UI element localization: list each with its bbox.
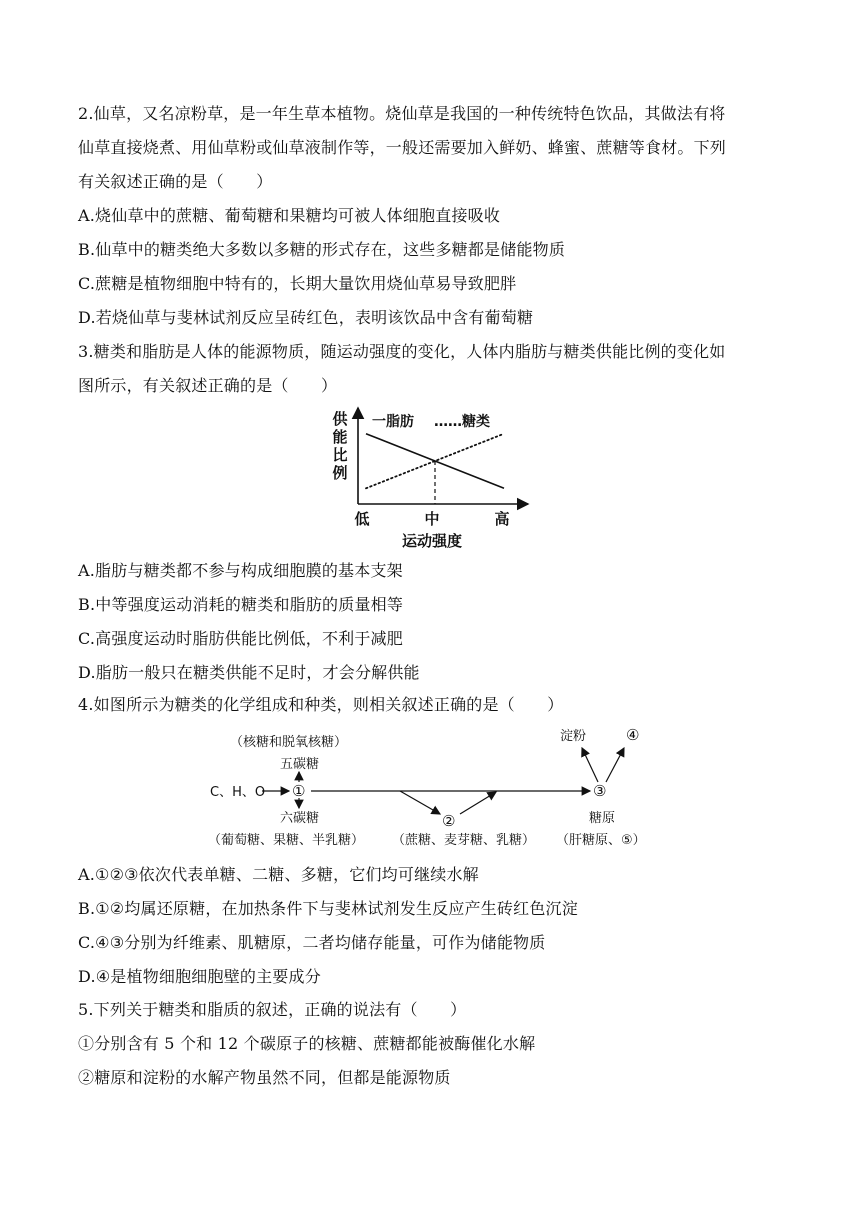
legend-fat: 一脂肪	[372, 414, 414, 430]
y-axis-label	[332, 410, 348, 482]
x-tick-mid: 中	[424, 510, 440, 528]
disaccharide-examples: （蔗糖、麦芽糖、乳糖）	[392, 833, 536, 848]
q3-option-d: D.脂肪一般只在糖类供能不足时，才会分解供能	[78, 663, 420, 682]
svg-text:比: 比	[332, 446, 348, 464]
q2-option-a: A.烧仙草中的蔗糖、葡萄糖和果糖均可被人体细胞直接吸收	[78, 206, 501, 225]
q5-item-2: ②糖原和淀粉的水解产物虽然不同，但都是能源物质	[78, 1068, 451, 1087]
energy-ratio-chart	[332, 404, 532, 550]
node-2: ②	[442, 812, 456, 830]
node-1: ①	[292, 782, 306, 800]
q4-stem-line-1: 4.如图所示为糖类的化学组成和种类，则相关叙述正确的是（ ）	[78, 695, 564, 714]
q2-option-b: B.仙草中的糖类绝大多数以多糖的形式存在，这些多糖都是储能物质	[78, 240, 566, 259]
svg-text:供: 供	[332, 410, 348, 428]
carbohydrate-diagram	[200, 726, 660, 854]
glycogen-label: 糖原	[589, 811, 616, 826]
q2-option-d: D.若烧仙草与斐林试剂反应呈砖红色，表明该饮品中含有葡萄糖	[78, 308, 534, 327]
svg-text:能: 能	[332, 428, 348, 446]
arrow-3-to-4	[606, 748, 624, 782]
q5-item-1: ①分别含有 5 个和 12 个碳原子的核糖、蔗糖都能被酶催化水解	[78, 1034, 536, 1053]
x-tick-low: 低	[354, 510, 370, 528]
x-tick-high: 高	[494, 510, 510, 528]
q3-stem-line-2: 图所示，有关叙述正确的是（ ）	[78, 376, 338, 395]
q3-stem-line-1: 3.糖类和脂肪是人体的能源物质，随运动强度的变化，人体内脂肪与糖类供能比例的变化如	[78, 342, 726, 361]
legend-sugar: ……糖类	[434, 414, 490, 430]
q2-stem-line-1: 2.仙草，又名凉粉草，是一年生草本植物。烧仙草是我国的一种传统特色饮品，其做法有将	[78, 104, 726, 123]
arrow-to-2-down	[400, 791, 440, 814]
q4-option-b: B.①②均属还原糖，在加热条件下与斐林试剂发生反应产生砖红色沉淀	[78, 899, 578, 918]
arrow-3-to-starch	[582, 748, 598, 782]
x-axis-label: 运动强度	[401, 532, 463, 550]
q3-option-a: A.脂肪与糖类都不参与构成细胞膜的基本支架	[78, 561, 403, 580]
arrow-2-up	[460, 792, 496, 814]
svg-text:例: 例	[332, 464, 348, 482]
pentose-label: 五碳糖	[280, 757, 320, 772]
elements-label: C、H、O	[210, 785, 266, 800]
node-4: ④	[626, 726, 640, 744]
q4-option-c: C.④③分别为纤维素、肌糖原，二者均储存能量，可作为储能物质	[78, 933, 546, 952]
glycogen-examples: （肝糖原、⑤）	[556, 833, 646, 848]
q2-option-c: C.蔗糖是植物细胞中特有的，长期大量饮用烧仙草易导致肥胖	[78, 274, 517, 293]
q2-stem-line-2: 仙草直接烧煮、用仙草粉或仙草液制作等，一般还需要加入鲜奶、蜂蜜、蔗糖等食材。下列	[78, 138, 727, 157]
pentose-examples: （核糖和脱氧核糖）	[230, 735, 348, 750]
starch-label: 淀粉	[560, 729, 587, 744]
q3-option-c: C.高强度运动时脂肪供能比例低，不利于减肥	[78, 629, 403, 648]
q4-option-d: D.④是植物细胞细胞壁的主要成分	[78, 967, 321, 986]
q5-stem-line-1: 5.下列关于糖类和脂质的叙述，正确的说法有（ ）	[78, 1000, 467, 1019]
node-3: ③	[593, 782, 607, 800]
q4-option-a: A.①②③依次代表单糖、二糖、多糖，它们均可继续水解	[78, 865, 479, 884]
hexose-label: 六碳糖	[280, 811, 320, 826]
q2-stem-line-3: 有关叙述正确的是（ ）	[78, 172, 273, 191]
hexose-examples: （葡萄糖、果糖、半乳糖）	[208, 833, 365, 848]
q3-option-b: B.中等强度运动消耗的糖类和脂肪的质量相等	[78, 595, 404, 614]
